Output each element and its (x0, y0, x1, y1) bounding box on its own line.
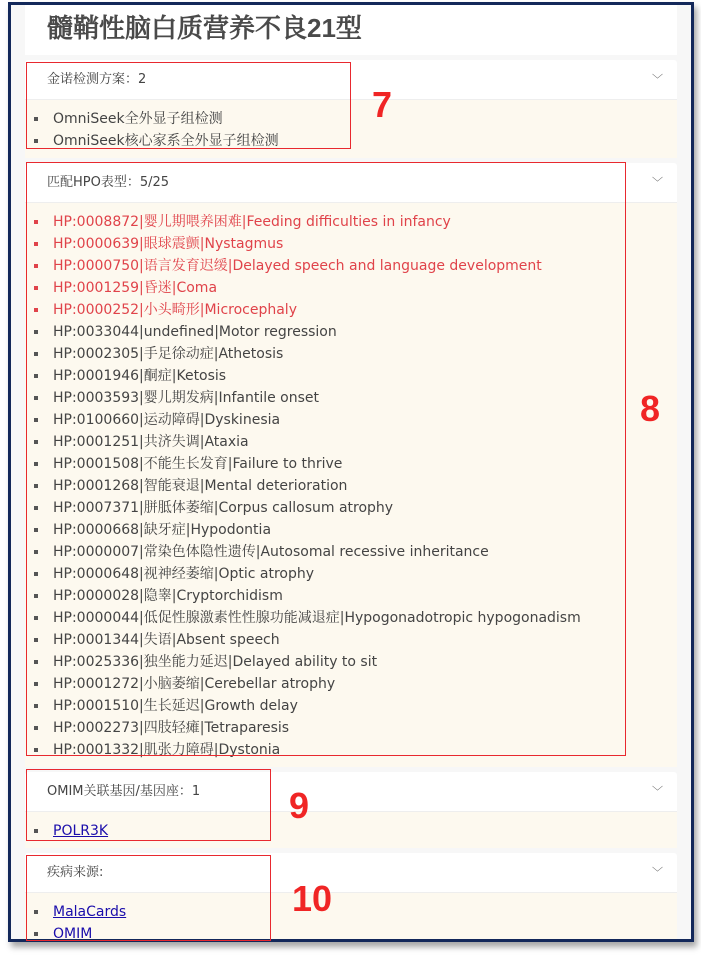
annotation-box-9 (26, 769, 271, 841)
section-title: 匹配HPO表型：5/25 (47, 175, 170, 190)
annotation-label-8: 8 (640, 388, 661, 429)
hpo-item: HP:0000028|隐睾|Cryptorchidism (25, 585, 677, 607)
list-item: OmniSeek全外显子组检测 (25, 108, 677, 130)
annotation-box-10 (26, 855, 271, 941)
hpo-item-matched: HP:0008872|婴儿期喂养困难|Feeding difficulties in infancy (25, 211, 677, 233)
hpo-item: HP:0002305|手足徐动症|Athetosis (25, 343, 677, 365)
hpo-item: HP:0025336|独坐能力延迟|Delayed ability to sit (25, 651, 677, 673)
hpo-item: HP:0001272|小脑萎缩|Cerebellar atrophy (25, 673, 677, 695)
chevron-down-icon[interactable]: ﹀ (652, 73, 663, 86)
hpo-item-matched: HP:0000639|眼球震颤|Nystagmus (25, 233, 677, 255)
malacards-link[interactable]: MalaCards (53, 904, 127, 920)
hpo-item: HP:0001251|共济失调|Ataxia (25, 431, 677, 453)
hpo-item: HP:0001508|不能生长发育|Failure to thrive (25, 453, 677, 475)
hpo-item: HP:0000668|缺牙症|Hypodontia (25, 519, 677, 541)
hpo-item-matched: HP:0000750|语言发育迟缓|Delayed speech and language development (25, 255, 677, 277)
hpo-item-matched: HP:0000252|小头畸形|Microcephaly (25, 299, 677, 321)
section-title: 疾病来源: (47, 865, 104, 880)
annotation-box-7 (26, 62, 351, 149)
list-item: OmniSeek核心家系全外显子组检测 (25, 130, 677, 152)
annotation-box-8 (26, 162, 626, 756)
annotation-label-7: 7 (372, 84, 393, 125)
gene-link[interactable]: POLR3K (53, 823, 109, 839)
hpo-item: HP:0001268|智能衰退|Mental deterioration (25, 475, 677, 497)
hpo-item: HP:0000007|常染色体隐性遗传|Autosomal recessive inheritance (25, 541, 677, 563)
hpo-item: HP:0002273|四肢轻瘫|Tetraparesis (25, 717, 677, 739)
annotation-label-9: 9 (289, 785, 310, 826)
hpo-item: HP:0003593|婴儿期发病|Infantile onset (25, 387, 677, 409)
hpo-item: HP:0000648|视神经萎缩|Optic atrophy (25, 563, 677, 585)
hpo-item: HP:0001510|生长延迟|Growth delay (25, 695, 677, 717)
omim-link[interactable]: OMIM (53, 926, 93, 942)
chevron-down-icon[interactable]: ﹀ (652, 866, 663, 879)
chevron-down-icon[interactable]: ﹀ (652, 176, 663, 189)
hpo-item: HP:0100660|运动障碍|Dyskinesia (25, 409, 677, 431)
hpo-item-matched: HP:0001259|昏迷|Coma (25, 277, 677, 299)
hpo-item: HP:0001332|肌张力障碍|Dystonia (25, 739, 677, 761)
section-title: OMIM关联基因/基因座：1 (47, 784, 201, 799)
hpo-item: HP:0033044|undefined|Motor regression (25, 321, 677, 343)
hpo-item: HP:0001946|酮症|Ketosis (25, 365, 677, 387)
hpo-item: HP:0007371|胼胝体萎缩|Corpus callosum atrophy (25, 497, 677, 519)
chevron-down-icon[interactable]: ﹀ (652, 785, 663, 798)
section-title: 金诺检测方案：2 (47, 72, 147, 87)
hpo-item: HP:0001344|失语|Absent speech (25, 629, 677, 651)
annotation-label-10: 10 (292, 878, 333, 919)
page-title: 髓鞘性脑白质营养不良21型 (25, 5, 677, 55)
hpo-item: HP:0000044|低促性腺激素性性腺功能减退症|Hypogonadotropic hypogonadism (25, 607, 677, 629)
